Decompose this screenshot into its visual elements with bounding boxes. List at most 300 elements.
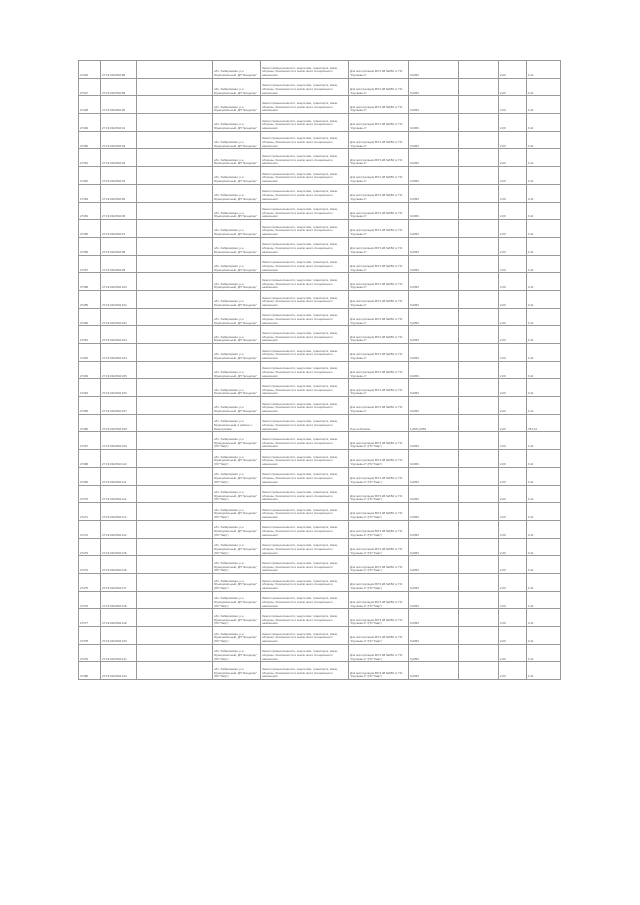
land-category-cell: Земли промышленности, энергетики, транспорта, связи, обороны, безопасности и земли иного специального назначения (261, 414, 349, 432)
land-category-cell: Земли промышленности, энергетики, транспорта, связи, обороны, безопасности и земли иного специального назначения (261, 149, 349, 167)
permitted-use-cell: Для эксплуатации ВЛ 6 кВ №650 от ПС "Кругаево-2" (ПС"Тавр") (349, 485, 409, 503)
empty-cell (459, 202, 499, 220)
empty-cell (137, 609, 213, 627)
land-category-cell: Земли промышленности, энергетики, транспорта, связи, обороны, безопасности и земли иного специального назначения (261, 556, 349, 574)
land-category-cell: Земли промышленности, энергетики, транспорта, связи, обороны, безопасности и земли иного специального назначения (261, 273, 349, 291)
cadastral-number-cell: 27:19:0110502:101 (101, 290, 137, 308)
cadastral-number-cell: 27:19:0110502:120 (101, 627, 137, 645)
land-category-cell: Земли промышленности, энергетики, транспорта, связи, обороны, безопасности и земли иного специального назначения (261, 644, 349, 662)
cadastral-number-cell: 27:19:0110502:95 (101, 184, 137, 202)
rate-cell: 2,00 (499, 61, 527, 79)
table-row (79, 290, 561, 308)
empty-cell (459, 308, 499, 326)
area-cell: 0,0054 (409, 308, 459, 326)
table-row (79, 397, 561, 415)
rate-cell: 2,00 (499, 414, 527, 432)
empty-cell (137, 114, 213, 132)
empty-cell (137, 503, 213, 521)
area-cell: 0,0054 (409, 202, 459, 220)
cadastral-number-cell: 27:19:0110502:100 (101, 273, 137, 291)
address-cell: обл. Хабаровская, р-н Муниципальный, ДП "Ельдигер" (ПС"Тавр") (213, 538, 261, 556)
table-row (79, 220, 561, 238)
cadastral-number-cell: 27:19:0110502:119 (101, 609, 137, 627)
empty-cell (459, 627, 499, 645)
empty-cell (137, 220, 213, 238)
permitted-use-cell: Для эксплуатации ВЛ 6 кВ №650 от ПС "Кругаево-2" (349, 220, 409, 238)
amount-cell: 0,11 (527, 538, 561, 556)
area-cell: 0,0054 (409, 255, 459, 273)
amount-cell: 0,11 (527, 503, 561, 521)
address-cell: обл. Хабаровская, р-н Муниципальный, ДП "Ельдигер" (213, 61, 261, 79)
permitted-use-cell: Для эксплуатации ВЛ 6 кВ №650 от ПС "Кругаево-2" (ПС"Тавр") (349, 609, 409, 627)
rate-cell: 2,00 (499, 220, 527, 238)
address-cell: обл. Хабаровская, р-н Муниципальный, ДП "Ельдигер" (ПС"Тавр") (213, 432, 261, 450)
table-row (79, 379, 561, 397)
cadastral-number-cell: 27:19:0110502:121 (101, 644, 137, 662)
rate-cell: 2,00 (499, 644, 527, 662)
cadastral-number-cell: 27:19:0110502:115 (101, 538, 137, 556)
table-row (79, 485, 561, 503)
land-category-cell: Земли промышленности, энергетики, транспорта, связи, обороны, безопасности и земли иного специального назначения (261, 78, 349, 96)
area-cell: 0,0054 (409, 432, 459, 450)
row-id-cell: 27461 (79, 326, 101, 344)
empty-cell (459, 467, 499, 485)
empty-cell (459, 556, 499, 574)
land-category-cell: Земли промышленности, энергетики, транспорта, связи, обороны, безопасности и земли иного специального назначения (261, 361, 349, 379)
empty-cell (459, 414, 499, 432)
empty-cell (459, 220, 499, 238)
empty-cell (459, 167, 499, 185)
row-id-cell: 27446 (79, 61, 101, 79)
empty-cell (137, 520, 213, 538)
address-cell: обл. Хабаровская, р-н Муниципальный, ДП "Ельдигер" (ПС"Тавр") (213, 520, 261, 538)
area-cell: 0,0054 (409, 220, 459, 238)
land-category-cell: Земли промышленности, энергетики, транспорта, связи, обороны, безопасности и земли иного специального назначения (261, 220, 349, 238)
empty-cell (459, 344, 499, 362)
empty-cell (137, 78, 213, 96)
land-category-cell: Земли промышленности, энергетики, транспорта, связи, обороны, безопасности и земли иного специального назначения (261, 432, 349, 450)
table-row (79, 538, 561, 556)
permitted-use-cell: Для эксплуатации ВЛ 6 кВ №650 от ПС "Кругаево-2" (ПС"Тавр") (349, 662, 409, 680)
empty-cell (137, 326, 213, 344)
table-row (79, 326, 561, 344)
land-category-cell: Земли промышленности, энергетики, транспорта, связи, обороны, безопасности и земли иного специального назначения (261, 61, 349, 79)
rate-cell: 2,00 (499, 662, 527, 680)
table-row (79, 149, 561, 167)
address-cell: обл. Хабаровская, р-н Муниципальный, ДП "Ельдигер" (ПС"Тавр") (213, 591, 261, 609)
rate-cell: 2,00 (499, 379, 527, 397)
rate-cell: 2,00 (499, 485, 527, 503)
rate-cell: 2,00 (499, 326, 527, 344)
area-cell: 0,0054 (409, 485, 459, 503)
empty-cell (459, 520, 499, 538)
cadastral-number-cell: 27:19:0110502:103 (101, 326, 137, 344)
permitted-use-cell: Для эксплуатации ВЛ 6 кВ №650 от ПС "Кругаево-2" (349, 96, 409, 114)
area-cell: 0,0054 (409, 131, 459, 149)
empty-cell (137, 273, 213, 291)
amount-cell: 0,11 (527, 644, 561, 662)
table-row (79, 96, 561, 114)
land-category-cell: Земли промышленности, энергетики, транспорта, связи, обороны, безопасности и земли иного специального назначения (261, 485, 349, 503)
amount-cell: 0,11 (527, 573, 561, 591)
table-row (79, 255, 561, 273)
cadastral-number-cell: 27:19:0110502:107 (101, 397, 137, 415)
row-id-cell: 27476 (79, 591, 101, 609)
land-category-cell: Земли промышленности, энергетики, транспорта, связи, обороны, безопасности и земли иного специального назначения (261, 237, 349, 255)
cadastral-number-cell: 27:19:0110502:112 (101, 485, 137, 503)
area-cell: 0,0054 (409, 538, 459, 556)
row-id-cell: 27464 (79, 379, 101, 397)
address-cell: обл. Хабаровская, р-н Муниципальный, ДП "Ельдигер" (213, 361, 261, 379)
area-cell: 0,0054 (409, 573, 459, 591)
empty-cell (137, 344, 213, 362)
area-cell: 0,0054 (409, 662, 459, 680)
land-category-cell: Земли промышленности, энергетики, транспорта, связи, обороны, безопасности и земли иного специального назначения (261, 591, 349, 609)
permitted-use-cell: Для эксплуатации ВЛ 6 кВ №650 от ПС "Кругаево-2" (349, 61, 409, 79)
empty-cell (137, 467, 213, 485)
amount-cell: 0,11 (527, 662, 561, 680)
land-parcel-table (78, 60, 561, 680)
address-cell: обл. Хабаровская, р-н Муниципальный, ДП "Ельдигер" (ПС"Тавр") (213, 485, 261, 503)
cadastral-number-cell: 27:19:0110502:118 (101, 591, 137, 609)
amount-cell: 781,44 (527, 414, 561, 432)
land-category-cell: Земли промышленности, энергетики, транспорта, связи, обороны, безопасности и земли иного специального назначения (261, 538, 349, 556)
address-cell: обл. Хабаровская, р-н Муниципальный, ДП "Ельдигер" (ПС"Тавр") (213, 644, 261, 662)
area-cell: 0,0054 (409, 167, 459, 185)
area-cell: 0,0054 (409, 184, 459, 202)
area-cell: 1,0541,0053 (409, 414, 459, 432)
area-cell: 0,0054 (409, 78, 459, 96)
amount-cell: 0,11 (527, 627, 561, 645)
empty-cell (137, 290, 213, 308)
row-id-cell: 27451 (79, 149, 101, 167)
permitted-use-cell: Для эксплуатации ВЛ 6 кВ №650 от ПС "Кругаево-2" (349, 273, 409, 291)
land-category-cell: Земли промышленности, энергетики, транспорта, связи, обороны, безопасности и земли иного специального назначения (261, 379, 349, 397)
rate-cell: 2,00 (499, 627, 527, 645)
permitted-use-cell: Для эксплуатации ВЛ 6 кВ №650 от ПС "Кругаево-2" (ПС"Тавр") (349, 591, 409, 609)
row-id-cell: 27466 (79, 414, 101, 432)
cadastral-number-cell: 27:19:0110502:104 (101, 344, 137, 362)
area-cell: 0,0054 (409, 627, 459, 645)
table-row (79, 61, 561, 79)
table-row (79, 167, 561, 185)
cadastral-number-cell: 27:19:0110502:98 (101, 237, 137, 255)
address-cell: обл. Хабаровская, р-н Муниципальный, ДП "Ельдигер" (213, 167, 261, 185)
rate-cell: 2,00 (499, 573, 527, 591)
empty-cell (459, 432, 499, 450)
amount-cell: 0,11 (527, 61, 561, 79)
empty-cell (459, 662, 499, 680)
cadastral-number-cell: 27:19:0110502:88 (101, 61, 137, 79)
table-row (79, 573, 561, 591)
table-row (79, 78, 561, 96)
empty-cell (459, 503, 499, 521)
cadastral-number-cell: 27:19:0110502:109 (101, 432, 137, 450)
row-id-cell: 27455 (79, 220, 101, 238)
empty-cell (137, 308, 213, 326)
amount-cell: 0,11 (527, 149, 561, 167)
table-row (79, 237, 561, 255)
address-cell: обл. Хабаровская, р-н Муниципальный, ДП "Ельдигер" (ПС"Тавр") (213, 503, 261, 521)
area-cell: 0,0054 (409, 96, 459, 114)
table-row (79, 114, 561, 132)
area-cell: 0,0054 (409, 520, 459, 538)
cadastral-number-cell: 27:19:0110502:99 (101, 255, 137, 273)
address-cell: обл. Хабаровская, р-н Муниципальный, ДП "Ельдигер" (ПС"Тавр") (213, 609, 261, 627)
row-id-cell: 27449 (79, 114, 101, 132)
row-id-cell: 27448 (79, 96, 101, 114)
cadastral-number-cell: 27:19:0110502:114 (101, 520, 137, 538)
permitted-use-cell: Для эксплуатации ВЛ 6 кВ №650 от ПС "Кругаево-2" (349, 202, 409, 220)
permitted-use-cell: Для эксплуатации ВЛ 6 кВ №650 от ПС "Кругаево-2" (349, 308, 409, 326)
cadastral-number-cell: 27:19:0110502:108 (101, 414, 137, 432)
empty-cell (459, 237, 499, 255)
empty-cell (459, 290, 499, 308)
amount-cell: 0,11 (527, 131, 561, 149)
amount-cell: 0,11 (527, 96, 561, 114)
amount-cell: 0,11 (527, 556, 561, 574)
cadastral-number-cell: 27:19:0110502:89 (101, 78, 137, 96)
permitted-use-cell: Для эксплуатации ВЛ 6 кВ №650 от ПС "Кругаево-2" (349, 326, 409, 344)
amount-cell: 0,11 (527, 450, 561, 468)
table-row (79, 414, 561, 432)
cadastral-number-cell: 27:19:0110502:111 (101, 467, 137, 485)
table-row (79, 627, 561, 645)
cadastral-number-cell: 27:19:0110502:96 (101, 202, 137, 220)
table-row (79, 273, 561, 291)
empty-cell (459, 485, 499, 503)
rate-cell: 2,00 (499, 397, 527, 415)
amount-cell: 0,11 (527, 202, 561, 220)
table-row (79, 450, 561, 468)
cadastral-number-cell: 27:19:0110502:90 (101, 96, 137, 114)
empty-cell (137, 379, 213, 397)
rate-cell: 2,00 (499, 361, 527, 379)
row-id-cell: 27470 (79, 485, 101, 503)
cadastral-number-cell: 27:19:0110502:122 (101, 662, 137, 680)
cadastral-number-cell: 27:19:0110502:110 (101, 450, 137, 468)
empty-cell (459, 326, 499, 344)
cadastral-number-cell: 27:19:0110502:102 (101, 308, 137, 326)
cadastral-number-cell: 27:19:0110502:97 (101, 220, 137, 238)
land-category-cell: Земли промышленности, энергетики, транспорта, связи, обороны, безопасности и земли иного специального назначения (261, 609, 349, 627)
amount-cell: 0,11 (527, 326, 561, 344)
rate-cell: 2,00 (499, 308, 527, 326)
row-id-cell: 27473 (79, 538, 101, 556)
empty-cell (137, 167, 213, 185)
address-cell: обл. Хабаровская, р-н Муниципальный, ДП "Ельдигер" (ПС"Тавр") (213, 467, 261, 485)
amount-cell: 0,11 (527, 255, 561, 273)
row-id-cell: 27453 (79, 184, 101, 202)
amount-cell: 0,11 (527, 344, 561, 362)
permitted-use-cell: Для эксплуатации ВЛ 6 кВ №650 от ПС "Кругаево-2" (ПС"Тавр") (349, 450, 409, 468)
empty-cell (137, 556, 213, 574)
rate-cell: 2,00 (499, 114, 527, 132)
empty-cell (459, 609, 499, 627)
permitted-use-cell: Для эксплуатации ВЛ 6 кВ №650 от ПС "Кругаево-2" (349, 131, 409, 149)
permitted-use-cell: Для эксплуатации ВЛ 6 кВ №650 от ПС "Кругаево-2" (ПС"Тавр") (349, 432, 409, 450)
permitted-use-cell: Для эксплуатации ВЛ 6 кВ №650 от ПС "Кругаево-2" (349, 114, 409, 132)
row-id-cell: 27459 (79, 290, 101, 308)
empty-cell (459, 538, 499, 556)
address-cell: обл. Хабаровская, р-н Муниципальный, ДП "Ельдигер" (213, 114, 261, 132)
address-cell: обл. Хабаровская, р-н Муниципальный, ДП "Ельдигер" (213, 184, 261, 202)
address-cell: обл. Хабаровская, р-н Муниципальный, ДП "Ельдигер" (213, 220, 261, 238)
area-cell: 0,0054 (409, 149, 459, 167)
address-cell: обл. Хабаровская, р-н Муниципальный, ДП "Ельдигер" (ПС"Тавр") (213, 450, 261, 468)
address-cell: обл. Хабаровская, р-н Муниципальный, ДП "Ельдигер" (213, 273, 261, 291)
table-row (79, 503, 561, 521)
amount-cell: 0,11 (527, 520, 561, 538)
land-category-cell: Земли промышленности, энергетики, транспорта, связи, обороны, безопасности и земли иного специального назначения (261, 184, 349, 202)
land-category-cell: Земли промышленности, энергетики, транспорта, связи, обороны, безопасности и земли иного специального назначения (261, 627, 349, 645)
permitted-use-cell: Для эксплуатации ВЛ 6 кВ №650 от ПС "Кругаево-2" (349, 184, 409, 202)
row-id-cell: 27479 (79, 644, 101, 662)
empty-cell (137, 627, 213, 645)
permitted-use-cell: Для эксплуатации ВЛ 6 кВ №650 от ПС "Кругаево-2" (349, 397, 409, 415)
empty-cell (137, 538, 213, 556)
permitted-use-cell: Для эксплуатации ВЛ 6 кВ №650 от ПС "Кругаево-2" (ПС"Тавр") (349, 467, 409, 485)
area-cell: 0,0054 (409, 450, 459, 468)
cadastral-number-cell: 27:19:0110502:116 (101, 556, 137, 574)
amount-cell: 0,11 (527, 167, 561, 185)
row-id-cell: 27469 (79, 467, 101, 485)
land-category-cell: Земли промышленности, энергетики, транспорта, связи, обороны, безопасности и земли иного специального назначения (261, 662, 349, 680)
area-cell: 0,0054 (409, 326, 459, 344)
rate-cell: 2,00 (499, 149, 527, 167)
land-category-cell: Земли промышленности, энергетики, транспорта, связи, обороны, безопасности и земли иного специального назначения (261, 397, 349, 415)
cadastral-number-cell: 27:19:0110502:92 (101, 131, 137, 149)
permitted-use-cell: Для эксплуатации ВЛ 6 кВ №650 от ПС "Кругаево-2" (ПС"Тавр") (349, 573, 409, 591)
address-cell: обл. Хабаровская, р-н Муниципальный, ДП "Ельдигер" (213, 96, 261, 114)
empty-cell (137, 361, 213, 379)
empty-cell (459, 114, 499, 132)
empty-cell (137, 202, 213, 220)
cadastral-number-cell: 27:19:0110502:106 (101, 379, 137, 397)
empty-cell (459, 131, 499, 149)
empty-cell (459, 78, 499, 96)
rate-cell: 2,00 (499, 591, 527, 609)
row-id-cell: 27480 (79, 662, 101, 680)
address-cell: обл. Хабаровская, р-н Муниципальный, ДП "Ельдигер" (213, 255, 261, 273)
address-cell: обл. Хабаровская, р-н Муниципальный, ДП "Ельдигер" (ПС"Тавр") (213, 556, 261, 574)
empty-cell (137, 662, 213, 680)
amount-cell: 0,11 (527, 432, 561, 450)
rate-cell: 2,00 (499, 520, 527, 538)
land-category-cell: Земли промышленности, энергетики, транспорта, связи, обороны, безопасности и земли иного специального назначения (261, 573, 349, 591)
amount-cell: 0,11 (527, 237, 561, 255)
area-cell: 0,0054 (409, 61, 459, 79)
empty-cell (137, 432, 213, 450)
area-cell: 0,0054 (409, 273, 459, 291)
permitted-use-cell: Для эксплуатации ВЛ 6 кВ №650 от ПС "Кругаево-2" (ПС"Тавр") (349, 538, 409, 556)
address-cell: обл. Хабаровская, р-н Муниципальный, ДП "Ельдигер" (213, 308, 261, 326)
land-category-cell: Земли промышленности, энергетики, транспорта, связи, обороны, безопасности и земли иного специального назначения (261, 290, 349, 308)
empty-cell (459, 379, 499, 397)
area-cell: 0,0054 (409, 397, 459, 415)
empty-cell (137, 96, 213, 114)
row-id-cell: 27458 (79, 273, 101, 291)
table-row (79, 662, 561, 680)
rate-cell: 2,00 (499, 273, 527, 291)
cadastral-number-cell: 27:19:0110502:91 (101, 114, 137, 132)
land-category-cell: Земли промышленности, энергетики, транспорта, связи, обороны, безопасности и земли иного специального назначения (261, 131, 349, 149)
land-category-cell: Земли промышленности, энергетики, транспорта, связи, обороны, безопасности и земли иного специального назначения (261, 450, 349, 468)
table-row (79, 432, 561, 450)
rate-cell: 2,00 (499, 538, 527, 556)
cadastral-number-cell: 27:19:0110502:117 (101, 573, 137, 591)
rate-cell: 2,00 (499, 503, 527, 521)
rate-cell: 2,00 (499, 96, 527, 114)
table-row (79, 308, 561, 326)
land-category-cell: Земли промышленности, энергетики, транспорта, связи, обороны, безопасности и земли иного специального назначения (261, 467, 349, 485)
empty-cell (459, 149, 499, 167)
rate-cell: 2,00 (499, 237, 527, 255)
amount-cell: 0,11 (527, 467, 561, 485)
empty-cell (137, 61, 213, 79)
empty-cell (459, 255, 499, 273)
amount-cell: 0,11 (527, 361, 561, 379)
address-cell: обл. Хабаровская, р-н Муниципальный, ДП "Ельдигер" (213, 344, 261, 362)
area-cell: 0,0054 (409, 591, 459, 609)
row-id-cell: 27447 (79, 78, 101, 96)
permitted-use-cell: Для эксплуатации ВЛ 6 кВ №650 от ПС "Кругаево-2" (349, 78, 409, 96)
permitted-use-cell: Для эксплуатации ВЛ 6 кВ №650 от ПС "Кругаево-2" (349, 167, 409, 185)
amount-cell: 0,11 (527, 273, 561, 291)
row-id-cell: 27450 (79, 131, 101, 149)
rate-cell: 2,00 (499, 255, 527, 273)
empty-cell (459, 591, 499, 609)
area-cell: 0,0054 (409, 344, 459, 362)
empty-cell (137, 591, 213, 609)
amount-cell: 0,11 (527, 184, 561, 202)
amount-cell: 0,11 (527, 591, 561, 609)
row-id-cell: 27467 (79, 432, 101, 450)
address-cell: обл. Хабаровская, р-н Муниципальный, ДП "Ельдигер" (213, 131, 261, 149)
address-cell: обл. Хабаровская, р-н Муниципальный, ДП "Ельдигер" (213, 237, 261, 255)
address-cell: обл. Хабаровская, р-н Муниципальный, ДП "Ельдигер" (ПС"Тавр") (213, 627, 261, 645)
empty-cell (459, 573, 499, 591)
rate-cell: 2,00 (499, 167, 527, 185)
row-id-cell: 27457 (79, 255, 101, 273)
permitted-use-cell: Для эксплуатации ВЛ 6 кВ №650 от ПС "Кругаево-2" (349, 290, 409, 308)
area-cell: 0,0054 (409, 556, 459, 574)
land-category-cell: Земли промышленности, энергетики, транспорта, связи, обороны, безопасности и земли иного специального назначения (261, 344, 349, 362)
address-cell: обл. Хабаровская, р-н Муниципальный, ДП "Ельдигер" (ПС"Тавр") (213, 573, 261, 591)
permitted-use-cell: Для эксплуатации ВЛ 6 кВ №650 от ПС "Кругаево-2" (ПС"Тавр") (349, 627, 409, 645)
amount-cell: 0,11 (527, 114, 561, 132)
empty-cell (459, 273, 499, 291)
address-cell: обл. Хабаровская, р-н Муниципальный, ДП "Ельдигер" (213, 202, 261, 220)
empty-cell (137, 184, 213, 202)
amount-cell: 0,11 (527, 379, 561, 397)
row-id-cell: 27474 (79, 556, 101, 574)
area-cell: 0,0054 (409, 290, 459, 308)
address-cell: обл. Хабаровская, р-н Муниципальный, в районе с. Мокроусовка (213, 414, 261, 432)
amount-cell: 0,11 (527, 220, 561, 238)
empty-cell (137, 255, 213, 273)
table-row (79, 131, 561, 149)
rate-cell: 2,00 (499, 344, 527, 362)
rate-cell: 2,00 (499, 184, 527, 202)
land-category-cell: Земли промышленности, энергетики, транспорта, связи, обороны, безопасности и земли иного специального назначения (261, 503, 349, 521)
permitted-use-cell: Для эксплуатации ВЛ 6 кВ №650 от ПС "Кругаево-2" (349, 361, 409, 379)
permitted-use-cell: Для эксплуатации ВЛ 6 кВ №650 от ПС "Кругаево-2" (ПС"Тавр") (349, 503, 409, 521)
cadastral-number-cell: 27:19:0110502:93 (101, 149, 137, 167)
row-id-cell: 27472 (79, 520, 101, 538)
empty-cell (137, 397, 213, 415)
empty-cell (137, 644, 213, 662)
